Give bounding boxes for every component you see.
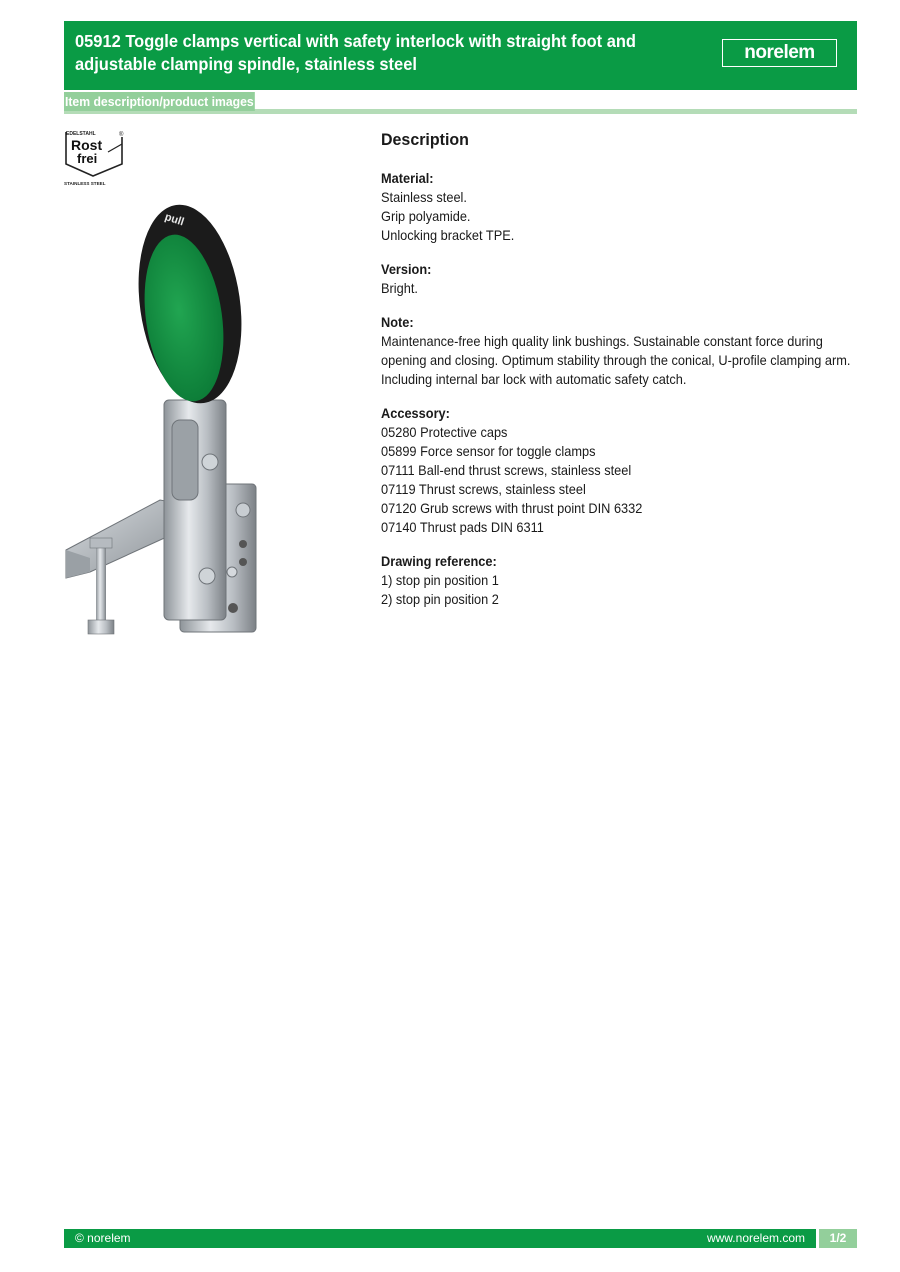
version-line: Bright. [381,281,418,296]
footer-url-link[interactable]: www.norelem.com [706,1231,805,1245]
badge-top-text: EDELSTAHL [66,131,96,137]
version-heading: Version: [381,262,432,277]
material-line: Stainless steel. [381,190,467,205]
logo-text: norelem [744,42,815,63]
badge-line2: frei [77,151,98,166]
note-text: Maintenance-free high quality link bushings. Sustainable constant force during opening and closing. Optimum stability through the conical, U-profile clamping arm. Including internal bar lock with automatic safety catch. [381,334,851,387]
page-title: 05912 Toggle clamps vertical with safety interlock with straight foot and adjustable clamping spindle, stainless steel [75,31,636,74]
version-block [381,260,861,298]
page-footer [64,1229,857,1248]
drawing-reference-block [381,552,861,609]
description-title: Description [381,130,469,149]
drawing-reference-item: 1) stop pin position 1 [381,573,499,588]
toggle-clamp-product-image [60,200,270,640]
norelem-logo [722,39,837,67]
material-line: Grip polyamide. [381,209,471,224]
note-block [381,313,861,389]
material-heading: Material: [381,171,434,186]
accessory-item: 07140 Thrust pads DIN 6311 [381,520,544,535]
footer-copyright: © norelem [75,1231,131,1245]
material-block [381,169,861,245]
accessory-item: 05280 Protective caps [381,425,508,440]
badge-bottom-text: STAINLESS STEEL [64,181,106,186]
drawing-reference-item: 2) stop pin position 2 [381,592,499,607]
accessory-heading: Accessory: [381,406,450,421]
accessory-block [381,404,861,537]
note-heading: Note: [381,315,414,330]
material-line: Unlocking bracket TPE. [381,228,515,243]
footer-bar [64,1229,816,1248]
handle-text: pull [163,211,186,229]
accessory-item: 07111 Ball-end thrust screws, stainless steel [381,463,632,478]
section-label: Item description/product images [64,94,254,109]
drawing-reference-heading: Drawing reference: [381,554,497,569]
description-section [381,128,861,624]
accessory-item: 05899 Force sensor for toggle clamps [381,444,596,459]
accessory-item: 07119 Thrust screws, stainless steel [381,482,586,497]
badge-reg-mark: ® [119,132,124,138]
page-header [64,21,857,90]
stainless-steel-badge-icon [64,130,126,186]
section-bar [64,90,857,114]
accessory-item: 07120 Grub screws with thrust point DIN 6332 [381,501,643,516]
page-number: 1/2 [819,1229,857,1248]
badge-line1: Rost [71,137,103,153]
